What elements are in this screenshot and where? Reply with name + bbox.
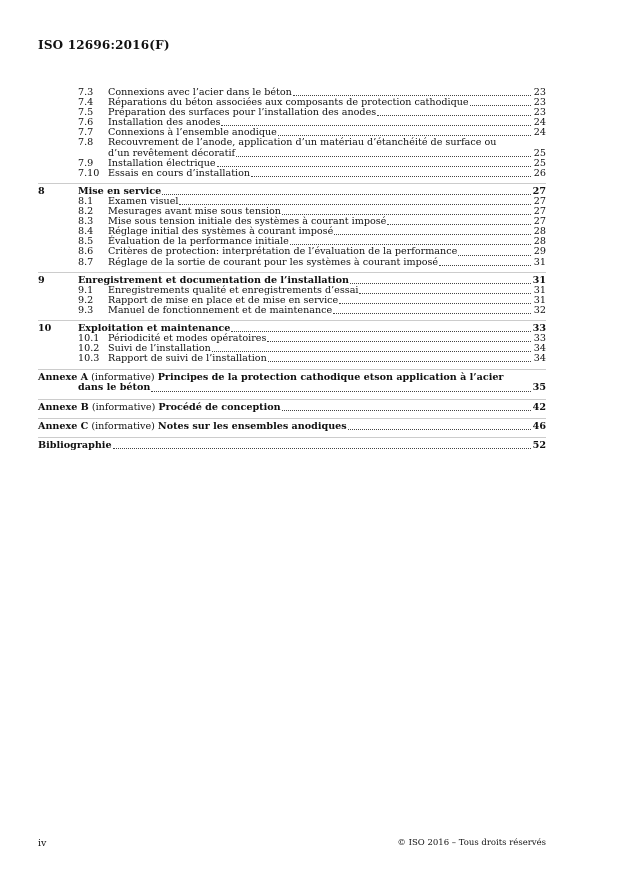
toc-entry-number: 8.1	[78, 195, 94, 207]
toc-entry-page: 31	[533, 256, 546, 268]
toc-entry-page: 26	[533, 167, 546, 179]
copyright-notice: © ISO 2016 – Tous droits réservés	[397, 838, 546, 848]
toc-entry-page: 34	[533, 343, 546, 355]
toc-entry-page: 34	[533, 353, 546, 365]
dot-leader	[278, 135, 531, 136]
toc-entry-title: Connexions à l’ensemble anodique	[108, 127, 277, 139]
dot-leader	[267, 341, 531, 342]
toc-section-title: Enregistrement et documentation de l’installation	[78, 274, 350, 286]
dot-leader	[162, 194, 531, 195]
toc-entry-number: 7.3	[78, 87, 94, 98]
toc-entry-number: 8.3	[78, 216, 94, 228]
toc-annex-b[interactable]	[38, 399, 546, 413]
dot-leader	[334, 234, 531, 235]
toc-section-9[interactable]	[38, 272, 546, 286]
toc-entry-number: 7.9	[78, 157, 94, 169]
dot-leader	[293, 95, 531, 96]
annex-kind: (informative)	[91, 372, 155, 384]
dot-leader	[439, 265, 531, 266]
dot-leader	[236, 156, 531, 157]
toc-entry-number: 8.6	[78, 246, 94, 258]
toc-entry-title: Examen visuel	[108, 195, 179, 207]
dot-leader	[217, 166, 531, 167]
annex-page: 42	[532, 401, 546, 413]
annex-label: Annexe B	[38, 401, 89, 413]
toc-bibliography[interactable]	[38, 437, 546, 451]
toc-entry-page: 32	[533, 304, 546, 316]
toc-section-8[interactable]	[38, 183, 546, 197]
toc-entry-number: 8.7	[78, 256, 94, 268]
toc-section-number: 8	[38, 185, 45, 197]
toc-entry-title: Préparation des surfaces pour l’installation des anodes	[108, 107, 377, 119]
document-id: ISO 12696:2016(F)	[38, 38, 170, 52]
toc-entry-title: Rapport de mise en place et de mise en service	[108, 294, 339, 306]
toc-entry-title: Connexions avec l’acier dans le béton	[108, 87, 292, 98]
toc-annex-c[interactable]	[38, 418, 546, 432]
toc-entry-number: 8.2	[78, 206, 94, 218]
toc-entry-title: Installation électrique	[108, 157, 216, 169]
annex-title: Procédé de conception	[158, 401, 281, 413]
toc-entry[interactable]	[78, 169, 546, 179]
toc-entry-page: 31	[533, 294, 546, 306]
toc-entry-number: 7.4	[78, 97, 94, 109]
toc-entry-page: 23	[533, 107, 546, 119]
toc-entry-title: Installation des anodes	[108, 117, 221, 129]
toc-entry-number: 7.8	[78, 137, 94, 149]
toc-section-10[interactable]	[38, 320, 546, 334]
dot-leader	[377, 115, 531, 116]
toc-entry-number: 7.5	[78, 107, 94, 119]
dot-leader	[151, 391, 531, 392]
toc-entry-title: Essais en cours d’installation	[108, 167, 251, 179]
toc-entry-page: 28	[533, 236, 546, 248]
dot-leader	[290, 244, 531, 245]
toc-entry[interactable]	[78, 306, 546, 316]
annex-title: Notes sur les ensembles anodiques	[157, 420, 347, 432]
toc-entry-page: 24	[533, 117, 546, 129]
toc-entry-page: 27	[533, 216, 546, 228]
toc-section-number: 9	[38, 274, 45, 286]
toc-entry-number: 10.3	[78, 353, 100, 365]
bibliography-page: 52	[532, 439, 546, 451]
toc-section-page: 31	[532, 274, 546, 286]
dot-leader	[212, 351, 531, 352]
toc-entry-page: 25	[533, 157, 546, 169]
annex-label: Annexe A	[38, 372, 89, 384]
toc-entry-page: 23	[533, 97, 546, 109]
toc-entry-number: 8.4	[78, 226, 94, 238]
toc-entry-number: 9.3	[78, 304, 94, 316]
dot-leader	[282, 214, 531, 215]
dot-leader	[458, 255, 531, 256]
toc-entry-title: Mesurages avant mise sous tension	[108, 206, 281, 218]
toc-entry-title-line2: d’un revêtement décoratif	[108, 147, 236, 159]
table-of-contents	[38, 88, 546, 451]
toc-entry-number: 7.10	[78, 167, 100, 179]
toc-section-title: Exploitation et maintenance	[78, 322, 231, 334]
toc-entry-page: 33	[533, 333, 546, 345]
dot-leader	[470, 105, 531, 106]
toc-entry-number: 7.7	[78, 127, 94, 139]
toc-entry[interactable]	[78, 258, 546, 268]
toc-entry-number: 10.2	[78, 343, 100, 355]
toc-section-page: 33	[532, 322, 546, 334]
dot-leader	[231, 331, 531, 332]
dot-leader	[268, 361, 531, 362]
toc-section-page: 27	[532, 185, 546, 197]
annex-kind: (informative)	[91, 420, 155, 432]
toc-entry-page: 29	[533, 246, 546, 258]
toc-entry-page: 27	[533, 206, 546, 218]
dot-leader	[387, 224, 531, 225]
dot-leader	[179, 204, 531, 205]
toc-entry-title: Réparations du béton associées aux composants de protection cathodique	[108, 97, 469, 109]
toc-entry-page: 28	[533, 226, 546, 238]
annex-title-line1: Principes de la protection cathodique etson application à l’acier	[157, 372, 504, 384]
toc-entry-page: 23	[533, 87, 546, 98]
toc-entry-number: 9.1	[78, 284, 94, 296]
toc-entry-title: Rapport de suivi de l’installation	[108, 353, 267, 365]
dot-leader	[113, 448, 531, 449]
toc-entry[interactable]	[78, 138, 546, 158]
toc-entry-number: 9.2	[78, 294, 94, 306]
page-number: iv	[38, 838, 47, 849]
toc-entry[interactable]	[78, 354, 546, 364]
toc-entry-title: Suivi de l’installation	[108, 343, 211, 355]
toc-entry-number: 10.1	[78, 333, 100, 345]
toc-entry-page: 25	[533, 147, 546, 159]
dot-leader	[333, 313, 531, 314]
dot-leader	[221, 125, 531, 126]
toc-section-number: 10	[38, 322, 52, 334]
toc-entry-title-line1: Recouvrement de l’anode, application d’un matériau d’étanchéité de surface ou	[108, 137, 497, 149]
toc-entry-page: 31	[533, 284, 546, 296]
toc-entry-title: Mise sous tension initiale des systèmes à courant imposé	[108, 216, 387, 228]
dot-leader	[339, 303, 531, 304]
annex-page: 46	[532, 420, 546, 432]
dot-leader	[282, 410, 531, 411]
dot-leader	[359, 293, 531, 294]
annex-page: 35	[532, 382, 546, 394]
toc-entry-title: Évaluation de la performance initiale	[108, 236, 289, 248]
dot-leader	[350, 283, 531, 284]
toc-entry[interactable]	[78, 247, 546, 257]
annex-label: Annexe C	[38, 420, 89, 432]
toc-entry-page: 27	[533, 195, 546, 207]
dot-leader	[251, 176, 531, 177]
toc-entry-number: 8.5	[78, 236, 94, 248]
bibliography-title: Bibliographie	[38, 439, 112, 451]
toc-section-title: Mise en service	[78, 185, 162, 197]
toc-entry-page: 24	[533, 127, 546, 139]
dot-leader	[348, 429, 531, 430]
toc-entry-title: Réglage initial des systèmes à courant imposé	[108, 226, 334, 238]
toc-entry-title: Critères de protection: interprétation de l’évaluation de la performance	[108, 246, 458, 258]
annex-kind: (informative)	[91, 401, 156, 413]
toc-entry-title: Manuel de fonctionnement et de maintenance	[108, 304, 333, 316]
toc-entry-title: Périodicité et modes opératoires	[108, 333, 267, 345]
toc-entry-title: Réglage de la sortie de courant pour les systèmes à courant imposé	[108, 256, 439, 268]
toc-entry-title: Enregistrements qualité et enregistrements d’essai	[108, 284, 359, 296]
toc-entry-number: 7.6	[78, 117, 94, 129]
annex-title-line2: dans le béton	[78, 382, 151, 394]
toc-annex-a[interactable]	[38, 369, 546, 393]
